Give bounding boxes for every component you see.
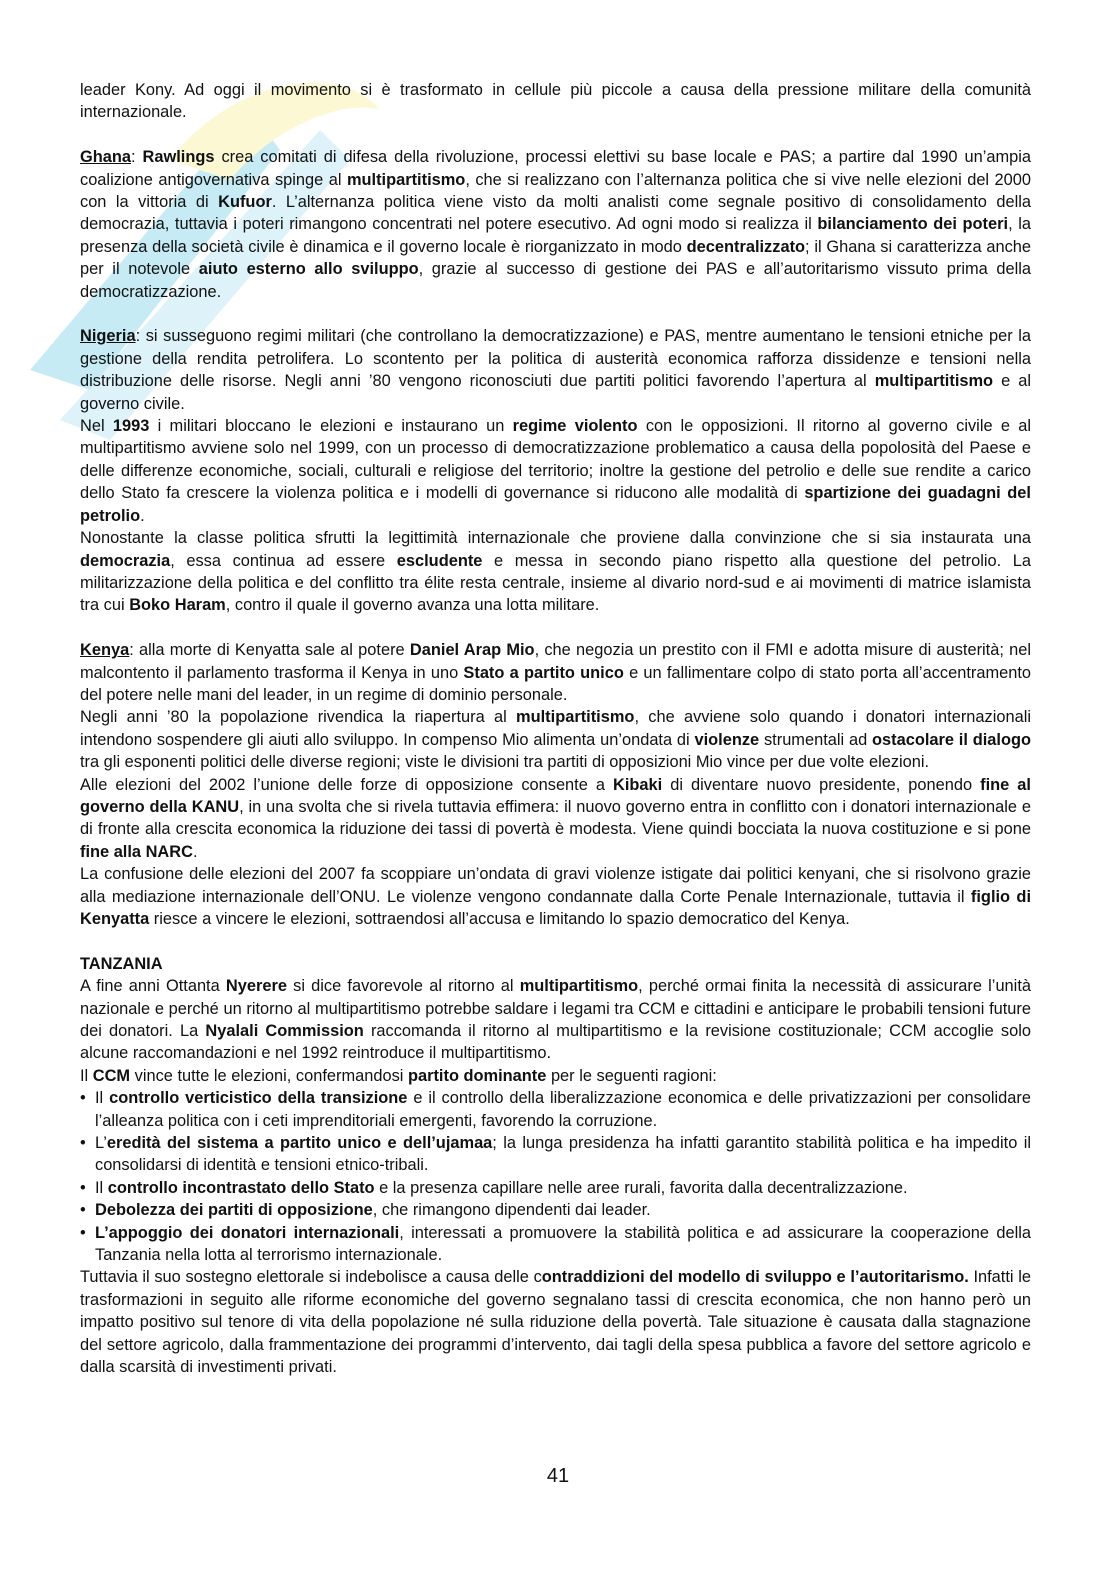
nigeria-paragraph-1: Nigeria: si susseguono regimi militari (che controllano la democratizzazione) e PAS, mentre aumentano le tensioni etniche per la gestione della rendita petrolifera. Lo scontento per la politica di austerità economica rafforza dissidenze e tensioni nella distribuzione delle risorse. Negli anni ’80 vengono riconosciuti due partiti politici favorendo l’apertura al multipartitismo e al governo civile. <box>80 327 1031 413</box>
nigeria-paragraph-2: Nel 1993 i militari bloccano le elezioni e instaurano un regime violento con le opposizioni. Il ritorno al governo civile e al multipartitismo avviene solo nel 1999, con un processo di democratizzazione problematico a causa della popolosità del Paese e delle differenze economiche, sociali, culturali e religiose del territorio; inoltre la gestione del petrolio e delle sue rendite a carico dello Stato fa crescere la violenza politica e i modelli di governance si riducono alle modalità di spartizione dei guadagni del petrolio. <box>80 417 1032 525</box>
tanzania-reasons-list <box>80 1087 1031 1266</box>
kenya-paragraph-4: La confusione delle elezioni del 2007 fa scoppiare un’ondata di gravi violenze istigate dai politici kenyani, che si risolvono grazie alla mediazione internazionale dell’ONU. Le violenze vengono condannate dalla Corte Penale Internazionale, tuttavia il figlio di Kenyatta riesce a vincere le elezioni, sottraendosi all’accusa e limitando lo spazio democratico del Kenya. <box>80 865 1031 928</box>
tanzania-paragraph-3: Tuttavia il suo sostegno elettorale si indebolisce a causa delle contraddizioni del modello di sviluppo e l’autoritarismo. Infatti le trasformazioni in seguito alle riforme economiche del governo segnalano tassi di crescita economica, che non hanno però un impatto positivo sul tenore di vita della popolazione né sulla riduzione della povertà. Tale situazione è causata dalla stagnazione del settore agricolo, dalla frammentazione dei programmi d’intervento, dai tagli della spesa pubblica a favore del settore agricolo e dalla scarsità di investimenti privati. <box>80 1268 1031 1377</box>
kenya-paragraph-3: Alle elezioni del 2002 l’unione delle forze di opposizione consente a Kibaki di diventare nuovo presidente, ponendo fine al governo della KANU, in una svolta che si rivela tuttavia effimera: il nuovo governo entra in conflitto con i donatori internazionale e di fronte alla crescita economica la riduzione dei tassi di povertà è modesta. Viene quindi bocciata la nuova costituzione e si pone fine alla NARC. <box>80 775 1031 861</box>
document-page <box>80 79 1031 1379</box>
ghana-label: Ghana <box>80 148 132 167</box>
page-number: 41 <box>546 1465 570 1487</box>
kenya-paragraph-2: Negli anni ’80 la popolazione rivendica la riapertura al multipartitismo, che avviene solo quando i donatori internazionali intendono sospendere gli aiuti allo sviluppo. In compenso Mio alimenta un’ondata di violenze strumentali ad ostacolare il dialogo tra gli esponenti politici delle diverse regioni; viste le divisioni tra partiti di opposizioni Mio vince per due volte elezioni. <box>80 708 1031 772</box>
intro-paragraph: leader Kony. Ad oggi il movimento si è trasformato in cellule più piccole a causa della pressione militare della comunità internazionale. <box>80 81 1031 122</box>
list-item: • Debolezza dei partiti di opposizione, che rimangono dipendenti dai leader. <box>80 1199 1031 1221</box>
kenya-label: Kenya <box>80 641 130 660</box>
tanzania-paragraph-2: Il CCM vince tutte le elezioni, confermandosi partito dominante per le seguenti ragioni: <box>80 1066 717 1085</box>
nigeria-label: Nigeria <box>80 327 136 346</box>
list-item: • L’eredità del sistema a partito unico e dell’ujamaa; la lunga presidenza ha infatti garantito stabilità politica e ha impedito il consolidarsi di identità e tensioni etnico-tribali. <box>80 1132 1031 1177</box>
tanzania-heading: TANZANIA <box>80 954 163 973</box>
kenya-paragraph-1: Kenya: alla morte di Kenyatta sale al potere Daniel Arap Mio, che negozia un prestito con il FMI e adotta misure di austerità; nel malcontento il parlamento trasforma il Kenya in uno Stato a partito unico e un fallimentare colpo di stato porta all’accentramento del potere nelle mani del leader, in un regime di dominio personale. <box>80 641 1032 704</box>
list-item: • Il controllo incontrastato dello Stato e la presenza capillare nelle aree rurali, favorita dalla decentralizzazione. <box>80 1177 1031 1199</box>
list-item: • L’appoggio dei donatori internazionali, interessati a promuovere la stabilità politica e ad assicurare la cooperazione della Tanzania nella lotta al terrorismo internazionale. <box>80 1222 1031 1267</box>
list-item: • Il controllo verticistico della transizione e il controllo della liberalizzazione economica e delle privatizzazioni per consolidare l’alleanza politica con i ceti imprenditoriali emergenti, favorendo la corruzione. <box>80 1087 1031 1132</box>
nigeria-paragraph-3: Nonostante la classe politica sfrutti la legittimità internazionale che proviene dalla convinzione che si sia instaurata una democrazia, essa continua ad essere escludente e messa in secondo piano rispetto alla questione del petrolio. La militarizzazione della politica e del conflitto tra élite resta centrale, insieme al divario nord-sud e ai movimenti di matrice islamista tra cui Boko Haram, contro il quale il governo avanza una lotta militare. <box>80 529 1031 615</box>
tanzania-paragraph-1: A fine anni Ottanta Nyerere si dice favorevole al ritorno al multipartitismo, perché ormai finita la necessità di assicurare l’unità nazionale e perché un ritorno al multipartitismo potrebbe saldare i legami tra CCM e cittadini e anticipare le probabili tensioni future dei donatori. La Nyalali Commission raccomanda il ritorno al multipartitismo e la revisione costituzionale; CCM accoglie solo alcune raccomandazioni e nel 1992 reintroduce il multipartitismo. <box>80 977 1031 1063</box>
ghana-paragraph: Ghana: Rawlings crea comitati di difesa della rivoluzione, processi elettivi su base locale e PAS; a partire dal 1990 un’ampia coalizione antigovernativa spinge al multipartitismo, che si realizzano con l’alternanza politica che si vive nelle elezioni del 2000 con la vittoria di Kufuor. L’alternanza politica viene visto da molti analisti come segnale positivo di consolidamento della democrazia, tuttavia i poteri rimangono concentrati nel potere esecutivo. Ad ogni modo si realizza il bilanciamento dei poteri, la presenza della società civile è dinamica e il governo locale è riorganizzato in modo decentralizzato; il Ghana si caratterizza anche per il notevole aiuto esterno allo sviluppo, grazie al successo di gestione dei PAS e all’autoritarismo vissuto prima della democratizzazione. <box>80 148 1031 301</box>
